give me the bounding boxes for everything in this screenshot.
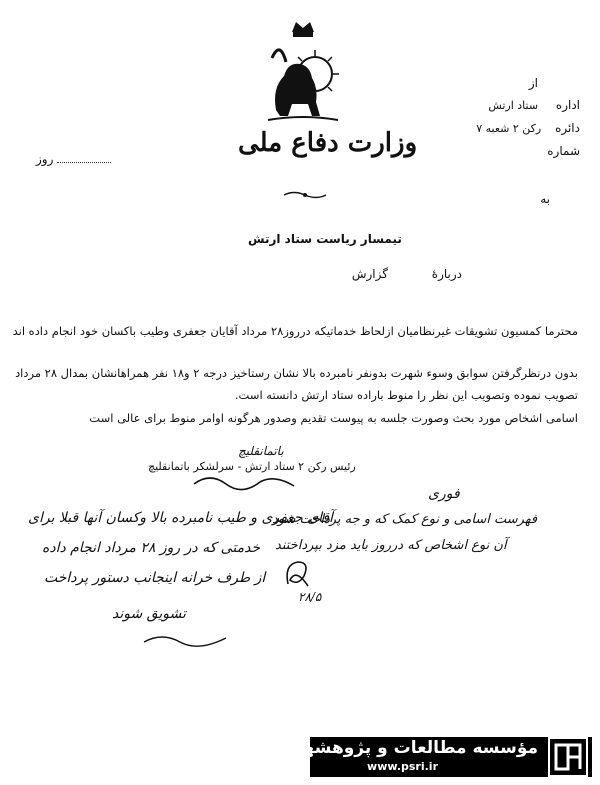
subject-label: دربارهٔ [431, 267, 462, 281]
signature-handwriting: باتمانقلیچ [238, 444, 284, 458]
subject-row [352, 267, 462, 281]
annotation-left-line: از طرف خرانه اینجانب دستور پرداخت [44, 570, 266, 586]
signature-title: رئیس رکن ۲ ستاد ارتش - سرلشکر باتمانقلیچ [148, 460, 356, 473]
annotation-left-line: تشویق شوند [112, 606, 186, 622]
department-label: دائره [555, 121, 580, 135]
institute-url: www.psri.ir [367, 760, 438, 773]
from-label: از [528, 76, 538, 90]
body-line: بدون درنظرگرفتن سوابق وسوء شهرت بدونفر نامبرده بالا نشان رستاخیز درجه ۲ و۱۸ نفر همراهانشان بمدال ۲۸ مرداد [15, 366, 578, 380]
date-field [36, 152, 111, 166]
annotation-right-line: فهرست اسامی و نوع کمک که و جه پرداخت شود [272, 512, 538, 527]
annotation-signature-icon [282, 556, 312, 590]
annotation-right-line: آن نوع اشخاص که درروز باید مزد بپرداختند [275, 538, 507, 553]
office-value: ستاد ارتش [488, 99, 539, 112]
department-row [476, 121, 580, 135]
body-line: اسامی اشخاص مورد بحث وصورت جلسه به پیوست تقدیم وصدور هرگونه اوامر منوط برای عالی است [89, 411, 578, 425]
annotation-date: ۲۸/۵ [298, 590, 322, 604]
addressee: تیمسار ریاست ستاد ارتش [248, 232, 402, 246]
number-label: شماره [547, 144, 580, 158]
to-label: به [540, 192, 550, 206]
signature-scribble-icon [190, 470, 300, 492]
subject-value: گزارش [351, 267, 388, 281]
annotation-right-line: فوری [428, 486, 460, 502]
ministry-title: وزارت دفاع ملی [238, 128, 418, 158]
department-value: رکن ۲ شعبه ۷ [476, 122, 542, 135]
body-line: تصویب نموده وتصویب این نظر را منوط باراده ستاد ارتش دانسته است. [234, 388, 578, 402]
ornament-flourish-icon [282, 190, 328, 200]
annotation-left-line: خدمتی که در روز ۲۸ مرداد انجام داده [42, 540, 261, 556]
lion-and-sun-emblem-icon [262, 18, 344, 126]
office-row [488, 98, 580, 112]
annotation-scribble-icon [140, 630, 230, 650]
office-label: اداره [555, 98, 580, 112]
institute-name: مؤسسه مطالعات و پژوهشهای سیاسی [211, 738, 538, 758]
psri-logo-icon [548, 737, 588, 777]
body-line: محترما کمسیون تشویقات غیرنظامیان ازلحاظ خدماتیکه درروز۲۸ مرداد آقایان جعفری وطیب باکسان خود انجام داده اند [12, 324, 578, 338]
annotation-left-line: آقای جعفری و طیب نامبرده بالا وکسان آنها قبلا برای [28, 510, 333, 526]
date-label: روز [36, 152, 54, 166]
